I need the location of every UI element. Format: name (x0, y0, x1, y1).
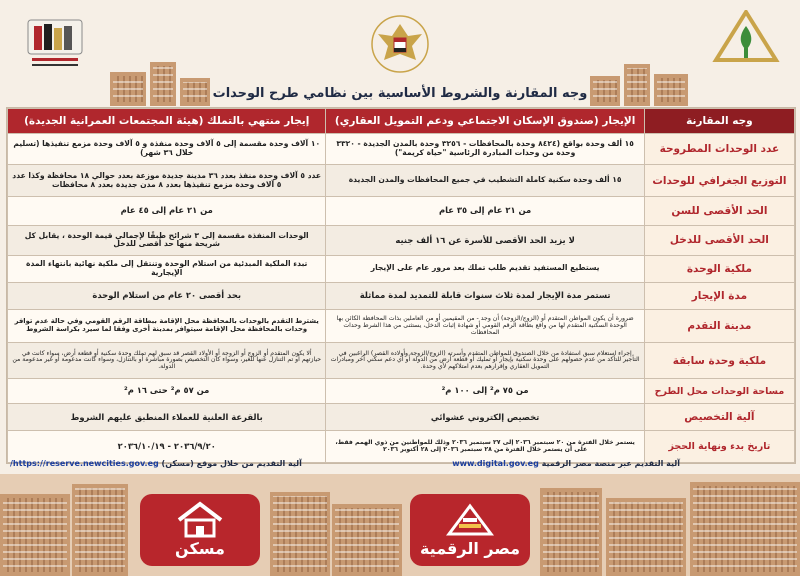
row-label: تاريخ بدء ونهاية الحجز (644, 431, 794, 463)
own-cell: من ٥٧ م² حتى ١٦ م² (8, 379, 326, 404)
row-label: عدد الوحدات المطروحة (644, 134, 794, 165)
table-row (8, 226, 795, 255)
apply-rent-text: آلية التقديم عبر منصة مصر الرقمية (541, 459, 680, 468)
digital-gov-link[interactable]: www.digital.gov.eg (452, 459, 539, 468)
row-label: الحد الأقصى للسن (644, 196, 794, 225)
eagle-emblem-icon (362, 12, 438, 76)
page-title: وجه المقارنة والشروط الأساسية بين نظامي طرح الوحدات (212, 86, 588, 101)
table-row (8, 404, 795, 431)
comparison-table (6, 107, 796, 464)
apply-own (10, 459, 302, 468)
row-label: مدة الإيجار (644, 282, 794, 309)
newcities-link[interactable]: https://reserve.newcities.gov.eg/ (10, 459, 159, 468)
table-header-row (8, 109, 795, 134)
table-row (8, 343, 795, 379)
rent-cell: من ٢١ عام إلى ٣٥ عام (326, 196, 644, 225)
maskan-label: مسكن (175, 539, 225, 558)
table-row (8, 134, 795, 165)
rent-cell: ١٥ ألف وحدة بواقع (٨٤٢٤ وحدة بالمحافظات - ٣٢٥٦ وحدة بالمدن الجديدة - ٣٣٢٠ وحدة من وحدات المبادرة الرئاسية "حياة كريمة") (326, 134, 644, 165)
table-row (8, 255, 795, 282)
header (0, 0, 800, 110)
masr-digital-label: مصر الرقمية (419, 539, 521, 558)
rent-cell: يستطيع المستفيد تقديم طلب تملك بعد مرور عام على الإيجار (326, 255, 644, 282)
housing-logo-icon (712, 10, 780, 72)
own-cell: بحد أقصى ٢٠ عام من استلام الوحدة (8, 282, 326, 309)
apply-rent (452, 459, 680, 468)
header-rent: الإيجار (صندوق الإسكان الاجتماعي ودعم التمويل العقاري) (326, 109, 644, 134)
rent-cell: تستمر مدة الإيجار لمدة ثلاث سنوات قابلة للتمديد لمدة مماثلة (326, 282, 644, 309)
table-row (8, 282, 795, 309)
apply-row (10, 459, 790, 473)
own-cell: الوحدات المنفذة مقسمة إلى ٣ شرائح طبقًا لإجمالي قيمة الوحدة ، يقابل كل شريحة منها حد أقصى للدخل (8, 226, 326, 255)
rent-cell: يستمر خلال الفترة من ٢٠ سبتمبر ٢٠٣٦ إلى ٢٧ سبتمبر ٢٠٣٦ وذلك للمواطنين من ذوي الهمم فقط، على أن يستمر خلال الفترة من ٢٨ سبتمبر ٢٠٣٦ إلى ٢٨ أكتوبر ٢٠٣٦ (326, 431, 644, 463)
own-cell: بالقرعة العلنية للعملاء المنطبق عليهم الشروط (8, 404, 326, 431)
table-row (8, 165, 795, 196)
rent-cell: تخصيص إلكتروني عشوائي (326, 404, 644, 431)
row-label: آلية التخصيص (644, 404, 794, 431)
own-cell: عدد ٥ آلاف وحدة منفذ بعدد ٣٦ مدينة جديدة موزعة بعدد حوالي ١٨ محافظة وكذا عدد ٥ آلاف وحدة مزمع تنفيذها بعدد ٨ مدن جديدة بعدد ٨ محافظات (8, 165, 326, 196)
bottom-cityscape (0, 474, 800, 576)
own-cell: تبدء الملكية المبدئية من استلام الوحدة وتنتقل إلى ملكية نهائية بانتهاء المدة الإيجارية (8, 255, 326, 282)
digital-egypt-icon (445, 500, 495, 538)
row-label: مدينة التقدم (644, 309, 794, 343)
rent-cell: ضرورة أن يكون المواطن المتقدم أو (الزوج/الزوجة) أن وجد - من المقيمين أو من العاملين بذات المحافظة الكائن بها الوحدة السكنية المتقدم لها من واقع بطاقة الرقم القومي أو شهادة إثبات الدخل، يستثنى من هذا الشرط وحدات المحافظات (326, 309, 644, 343)
table-row (8, 379, 795, 404)
row-label: الحد الأقصى للدخل (644, 226, 794, 255)
row-label: ملكية وحدة سابقة (644, 343, 794, 379)
rent-cell: ١٥ ألف وحدة سكنية كاملة التشطيب في جميع المحافظات والمدن الجديدة (326, 165, 644, 196)
own-cell: ألا يكون المتقدم أو الزوج أو الزوجة أو الأولاد القصر قد سبق لهم تملك وحدة سكنية أو قطعة أرض، سواء كانت في حيازتهم أو تم التنازل عنها للغير، وسواء كان التخصيص بصورة مباشرة أو بالتنازل، وسواء كانت مدعومة أو غير مدعومة من الدولة. (8, 343, 326, 379)
apply-own-text: آلية التقديم من خلال موقع (مسكن) (161, 459, 302, 468)
header-compare: وجه المقارنة (644, 109, 794, 134)
ministry-logo-icon (24, 14, 86, 72)
row-label: مساحة الوحدات محل الطرح (644, 379, 794, 404)
header-own: إيجار منتهي بالتملك (هيئة المجتمعات العمرانية الجديدة) (8, 109, 326, 134)
maskan-card[interactable] (140, 494, 260, 566)
table-row (8, 196, 795, 225)
own-cell: من ٢١ عام إلى ٤٥ عام (8, 196, 326, 225)
own-cell: ٢٠٣٦/٩/٢٠ - ٢٠٣٦/١٠/١٩ (8, 431, 326, 463)
rent-cell: إجراء استعلام سبق استفادة من خلال الصندوق للمواطن المتقدم وأسرته (الزوج/الزوجة وأولاده القصر) الراغبين في التأجير للتأكد من عدم حصولهم على وحدة سكنية بإيجار أو تمليك أو قطعة أرض من الدولة أو أي دعم سكني آخر ومبادرات التمويل العقاري وإقرارهم بعدم امتلاكهم لأي وحدة. (326, 343, 644, 379)
table-row (8, 431, 795, 463)
house-icon (175, 500, 225, 538)
own-cell: ١٠ آلاف وحدة مقسمة إلى ٥ آلاف وحدة منفذة و ٥ آلاف وحدة مزمع تنفيذها (تسليم خلال ٣٦ شهر) (8, 134, 326, 165)
rent-cell: لا يزيد الحد الأقصى للأسرة عن ١٦ ألف جنيه (326, 226, 644, 255)
masr-digital-card[interactable] (410, 494, 530, 566)
own-cell: يشترط التقدم بالوحدات بالمحافظة محل الإقامة ببطاقة الرقم القومي وفي حالة عدم توافر وحدات بالمحافظة محل الإقامة سيتوافر بمدينة أخرى وفقا لما سيرد بكراسة الشروط (8, 309, 326, 343)
row-label: التوزيع الجغرافي للوحدات (644, 165, 794, 196)
table-row (8, 309, 795, 343)
row-label: ملكية الوحدة (644, 255, 794, 282)
rent-cell: من ٧٥ م² إلى ١٠٠ م² (326, 379, 644, 404)
